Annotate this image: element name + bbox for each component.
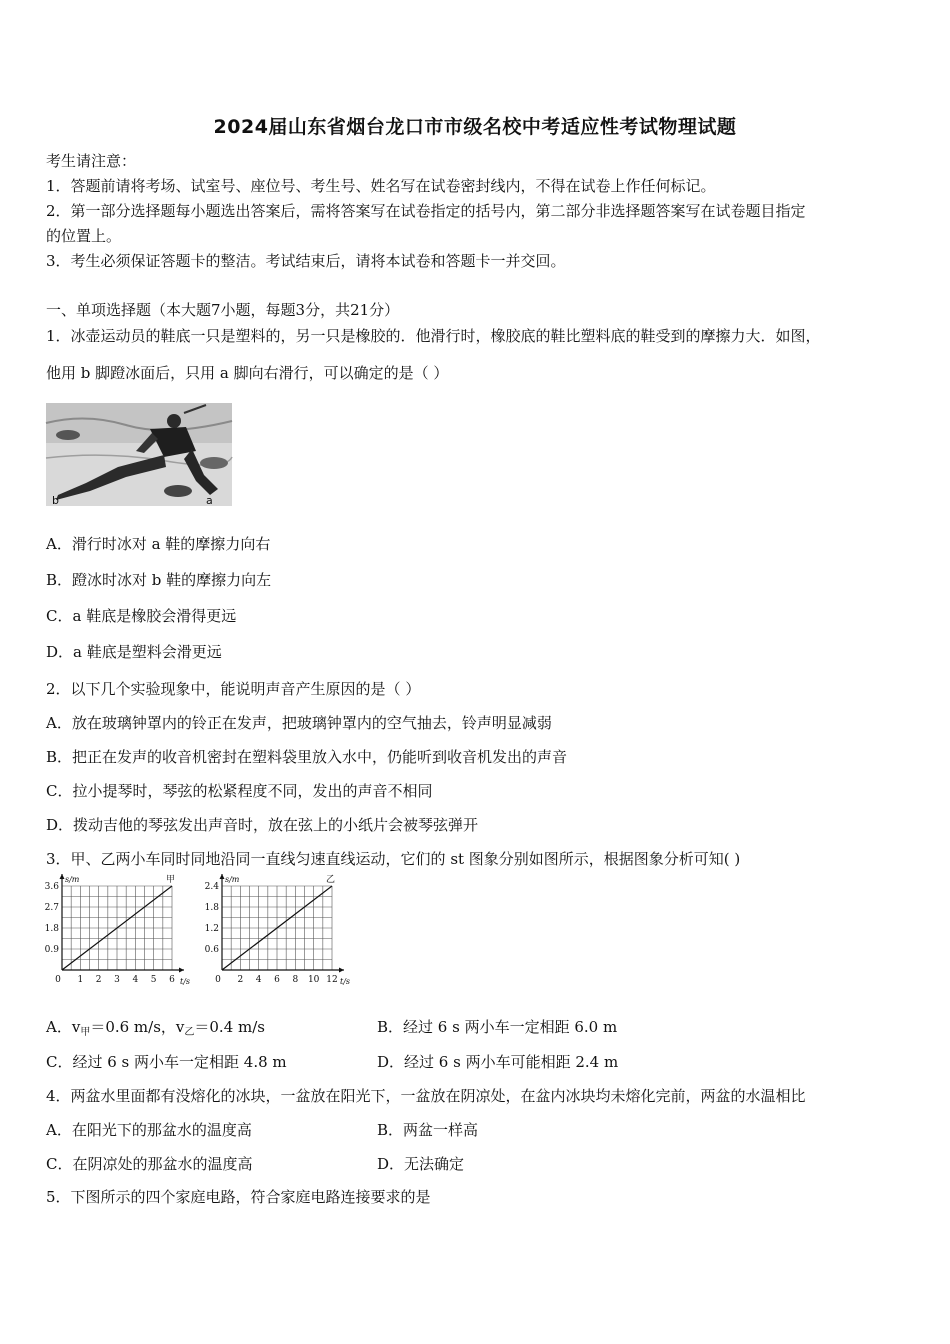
q4-option-b: B．两盆一样高 — [377, 1121, 479, 1139]
q3-option-a-mid: ＝0.6 m/s，v — [90, 1018, 185, 1036]
notice-item-3: 3．考生必须保证答题卡的整洁。考试结束后，请将本试卷和答题卡一并交回。 — [46, 252, 566, 270]
series-label: 甲 — [166, 875, 176, 885]
q1-option-a: A．滑行时冰对 a 鞋的摩擦力向右 — [46, 535, 271, 553]
x-axis-label: t/s — [340, 977, 351, 986]
q4-stem: 4．两盆水里面都有没熔化的冰块，一盆放在阳光下，一盆放在阴凉处，在盆内冰块均未熔化完前，两盆的水温相比 — [46, 1087, 806, 1105]
y-axis-label: s/m — [225, 875, 240, 884]
x-axis-label: t/s — [180, 977, 191, 986]
curling-photo — [46, 403, 232, 506]
q1-stem-line2: 他用 b 脚蹬冰面后，只用 a 脚向右滑行，可以确定的是（ ） — [46, 364, 449, 382]
q2-option-b: B．把正在发声的收音机密封在塑料袋里放入水中，仍能听到收音机发出的声音 — [46, 748, 568, 766]
x-tick-label: 4 — [255, 975, 262, 985]
x-tick-label: 1 — [77, 975, 84, 985]
y-tick-label: 1.2 — [204, 924, 219, 934]
q3-option-c: C．经过 6 s 两小车一定相距 4.8 m — [46, 1053, 287, 1071]
q1-option-c: C．a 鞋底是橡胶会滑得更远 — [46, 607, 237, 625]
y-tick-label: 3.6 — [44, 882, 59, 892]
q2-option-a: A．放在玻璃钟罩内的铃正在发声，把玻璃钟罩内的空气抽去，铃声明显减弱 — [46, 714, 552, 732]
q1-option-d: D．a 鞋底是塑料会滑更远 — [46, 643, 222, 661]
notice-heading: 考生请注意： — [46, 152, 137, 170]
photo-label-a: a — [206, 494, 213, 507]
photo-label-b: b — [52, 494, 59, 507]
q3-sub-jia: 甲 — [80, 1027, 91, 1038]
y-tick-label: 1.8 — [44, 924, 59, 934]
y-tick-label: 2.7 — [44, 903, 59, 913]
q4-option-c: C．在阴凉处的那盆水的温度高 — [46, 1155, 253, 1173]
x-tick-label: 5 — [150, 975, 157, 985]
x-tick-label: 0 — [215, 975, 221, 985]
x-axis-arrow — [179, 968, 184, 973]
q1-option-b: B．蹬冰时冰对 b 鞋的摩擦力向左 — [46, 571, 272, 589]
q4-option-a: A．在阳光下的那盆水的温度高 — [46, 1121, 252, 1139]
q4-option-d: D．无法确定 — [377, 1155, 465, 1173]
y-axis-label: s/m — [65, 875, 80, 884]
x-tick-label: 8 — [292, 975, 299, 985]
x-tick-label: 10 — [307, 975, 320, 985]
q5-stem: 5．下图所示的四个家庭电路，符合家庭电路连接要求的是 — [46, 1188, 431, 1206]
y-axis-arrow — [220, 874, 225, 879]
q3-option-a-prefix: A．v — [46, 1018, 81, 1036]
q1-stem-line1: 1．冰壶运动员的鞋底一只是塑料的，另一只是橡胶的．他滑行时，橡胶底的鞋比塑料底的鞋受到的摩擦力大．如图， — [46, 327, 821, 345]
y-tick-label: 1.8 — [204, 903, 219, 913]
q3-option-a — [46, 1017, 265, 1043]
notice-item-2b: 的位置上。 — [46, 227, 122, 245]
x-tick-label: 2 — [95, 975, 102, 985]
q3-stem: 3．甲、乙两小车同时同地沿同一直线匀速直线运动，它们的 st 图象分别如图所示，根据图象分析可知( ) — [46, 850, 741, 868]
x-tick-label: 4 — [132, 975, 139, 985]
page-title: 2024届山东省烟台龙口市市级名校中考适应性考试物理试题 — [213, 116, 737, 138]
notice-item-1: 1．答题前请将考场、试室号、座位号、考生号、姓名写在试卷密封线内，不得在试卷上作任何标记。 — [46, 177, 716, 195]
x-axis-arrow — [339, 968, 344, 973]
x-tick-label: 12 — [326, 975, 338, 985]
q3-option-d: D．经过 6 s 两小车可能相距 2.4 m — [377, 1053, 619, 1071]
q2-option-d: D．拨动吉他的琴弦发出声音时，放在弦上的小纸片会被琴弦弹开 — [46, 816, 479, 834]
x-tick-label: 2 — [237, 975, 244, 985]
y-tick-label: 2.4 — [204, 882, 219, 892]
y-axis-arrow — [60, 874, 65, 879]
q2-stem: 2．以下几个实验现象中，能说明声音产生原因的是（ ） — [46, 680, 421, 698]
y-tick-label: 0.6 — [204, 945, 219, 955]
q3-sub-yi: 乙 — [184, 1027, 195, 1038]
y-tick-label: 0.9 — [44, 945, 59, 955]
st-graph-jia — [40, 875, 200, 990]
st-graph-yi — [200, 875, 365, 990]
section-heading: 一、单项选择题（本大题7小题，每题3分，共21分） — [46, 301, 400, 319]
q2-option-c: C．拉小提琴时，琴弦的松紧程度不同，发出的声音不相同 — [46, 782, 433, 800]
x-tick-label: 0 — [55, 975, 61, 985]
x-tick-label: 3 — [114, 975, 120, 985]
notice-item-2a: 2．第一部分选择题每小题选出答案后，需将答案写在试卷指定的括号内，第二部分非选择题答案写在试卷题目指定 — [46, 202, 806, 220]
q3-option-a-suffix: ＝0.4 m/s — [194, 1018, 265, 1036]
x-tick-label: 6 — [274, 975, 280, 985]
series-label: 乙 — [326, 875, 336, 885]
x-tick-label: 6 — [169, 975, 175, 985]
q3-option-b: B．经过 6 s 两小车一定相距 6.0 m — [377, 1018, 618, 1036]
